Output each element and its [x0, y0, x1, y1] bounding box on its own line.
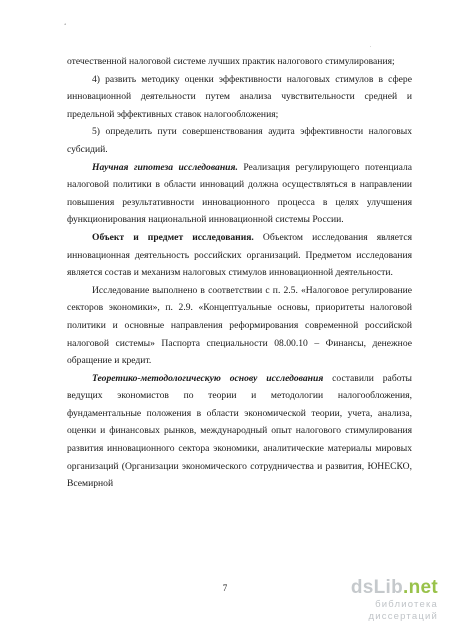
methodology-heading: Теоретико-методологическую основу исследования [92, 372, 324, 384]
methodology-text: составили работы ведущих экономистов по теории и методологии налогообложения, фундаментальные положения в области экономической теории, учета, анализа, оценки и финансовых рынков, международный опыт налогового стимулирования развития инновационного сектора экономики, аналитические материалы мировых организаций (Организации экономического сотрудничества и развития, ЮНЕСКО, Всемирной [67, 372, 413, 490]
paragraph-methodology [67, 370, 412, 493]
watermark-logo-tld: .net [403, 577, 438, 598]
paragraph-specialty: Исследование выполнено в соответствии с п. 2.5. «Налоговое регулирование секторов экономики», п. 2.9. «Концептуальные основы, приоритеты налоговой политики и основные направления реформирования современной российской налоговой системы» Паспорта специальности 08.00.10 – Финансы, денежное обращение и кредит. [67, 284, 412, 367]
body-text [67, 53, 412, 493]
paragraph-hypothesis [67, 159, 412, 229]
paragraph-task-4: 4) развить методику оценки эффективности налоговых стимулов в сфере инновационной деятельности путем анализа чувствительности средней и предельной эффективных ставок налогообложения; [67, 73, 412, 120]
paragraph-object [67, 229, 412, 282]
watermark-logo-main: dsLib [350, 577, 404, 598]
corner-mark-left: ʻ [64, 22, 67, 30]
paragraph-task-5: 5) определить пути совершенствования аудита эффективности налоговых субсидий. [67, 126, 412, 155]
object-heading: Объект и предмет исследования. [92, 231, 254, 243]
watermark [310, 577, 438, 622]
hypothesis-text: Реализация регулирующего потенциала налоговой политики в области инноваций должна осуществляться в направлении повышения результативности инновационного процесса в целях улучшения функционирования национальной инновационной системы России. [67, 161, 412, 226]
page-number: 7 [222, 583, 228, 593]
object-text: Объектом исследования является инновационная деятельность российских организаций. Предметом исследования является состав и механизм налоговых стимулов инновационной деятельности. [67, 231, 412, 279]
hypothesis-heading: Научная гипотеза исследования. [92, 161, 238, 173]
corner-mark-right: . [370, 44, 372, 49]
paragraph-continuation: отечественной налоговой системе лучших практик налогового стимулирования; [67, 56, 395, 67]
watermark-logo [310, 577, 438, 599]
watermark-caption: библиотека диссертаций [368, 599, 438, 622]
